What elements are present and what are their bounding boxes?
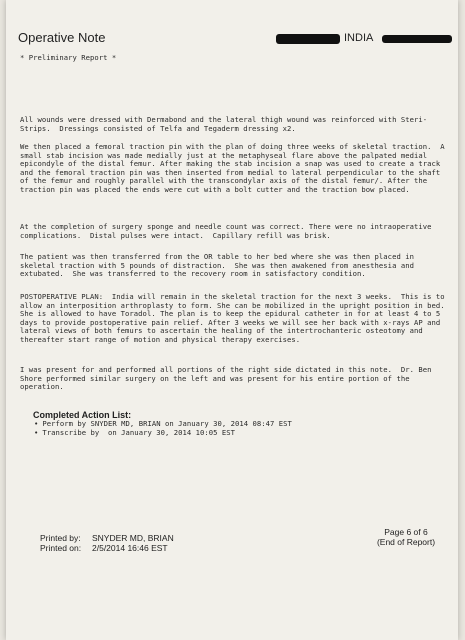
action-item	[34, 429, 235, 438]
end-of-report: (End of Report)	[376, 537, 436, 547]
paragraph-dressings: All wounds were dressed with Dermabond and the lateral thigh wound was reinforced with Steri-Strips. Dressings consisted of Telfa and Tegaderm dressing x2.	[20, 115, 428, 133]
patient-name: INDIA	[344, 32, 374, 44]
paragraph-transfer: The patient was then transferred from the OR table to her bed where she was then placed in skeletal traction with 5 pounds of distraction. She was then awakened from anesthesia and extubated. She was transferred to the recovery room in satisfactory condition.	[20, 252, 419, 279]
action-item-text: Transcribe by on January 30, 2014 10:05 EST	[42, 428, 235, 437]
redaction-bar	[276, 34, 340, 44]
bullet-icon: •	[34, 419, 39, 428]
bullet-icon: •	[34, 428, 39, 437]
page-number	[366, 527, 446, 547]
document-page	[6, 0, 458, 640]
paragraph-attestation: I was present for and performed all portions of the right side dictated in this note. Dr. Ben Shore performed similar surgery on the left and was present for his entire portion of the operation.	[20, 365, 436, 392]
paragraph-completion: At the completion of surgery sponge and needle count was correct. There were no intraoperative complications. Distal pulses were intact. Capillary refill was brisk.	[20, 222, 436, 240]
report-status: * Preliminary Report *	[20, 53, 117, 62]
printed-on-label: Printed on:	[40, 543, 82, 553]
printed-on-value: 2/5/2014 16:46 EST	[92, 543, 168, 553]
action-item-text: Perform by SNYDER MD, BRIAN on January 30, 2014 08:47 EST	[42, 419, 292, 428]
completed-action-heading: Completed Action List:	[33, 410, 132, 420]
paragraph-traction-pin: We then placed a femoral traction pin with the plan of doing three weeks of skeletal traction. A small stab incision was made medially just at the metaphyseal flare above the palpated medial epicondyle of the distal femur. After making the stab incision a snap was used to create a track and the femoral traction pin was then inserted from medial to lateral perpendicular to the shaft of the femur and roughly parallel with the transcondylar axis of the distal femur/. After the traction pin was placed the ends were cut with a bolt cutter and the traction bow placed.	[20, 142, 449, 194]
printed-by-label: Printed by:	[40, 533, 81, 543]
paragraph-postop-plan: POSTOPERATIVE PLAN: India will remain in the skeletal traction for the next 3 weeks. This is to allow an interposition arthroplasty to form. She can be mobilized in the upright position in bed. She is allowed to have Toradol. The plan is to keep the epidural catheter in for at least 4 to 5 days to provide postoperative pain relief. After 3 weeks we will see her back with x-rays AP and lateral views of both femurs to ascertain the healing of the intertrochanteric osteotomy and thereafter start range of motion and physical therapy exercises.	[20, 292, 454, 344]
document-title: Operative Note	[18, 30, 106, 45]
redaction-bar	[382, 35, 452, 43]
printed-by-value: SNYDER MD, BRIAN	[92, 533, 174, 543]
page-count: Page 6 of 6	[384, 527, 428, 537]
